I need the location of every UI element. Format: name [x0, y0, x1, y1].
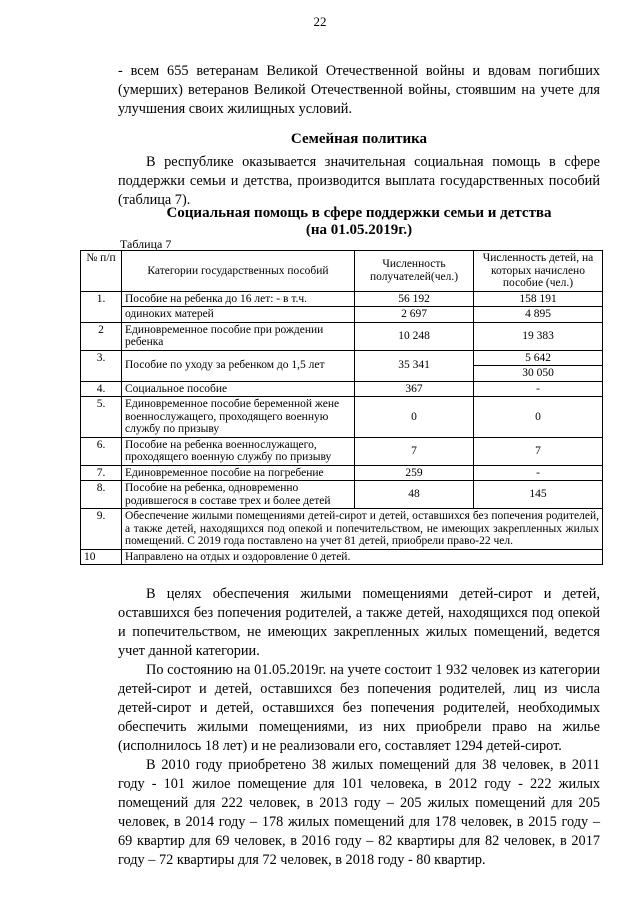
table-row: [81, 549, 603, 565]
row-num: 4.: [81, 381, 122, 397]
row-category: Пособие на ребенка до 16 лет: - в т.ч.: [122, 291, 355, 307]
row-recipients: 367: [355, 381, 474, 397]
table-header-row: [81, 251, 603, 292]
row-recipients: 48: [355, 481, 474, 509]
row-num: 8.: [81, 481, 122, 509]
row-num: 5.: [81, 397, 122, 438]
intro-paragraph: - всем 655 ветеранам Великой Отечественной войны и вдовам погибших (умерших) ветеранов Великой Отечественной войны, стоявшим на учете для улучшения своих жилищных условий.: [118, 63, 600, 117]
row-recipients: 35 341: [355, 350, 474, 381]
benefits-table: [80, 250, 603, 565]
header-category: Категории государственных пособий: [122, 251, 355, 292]
row-category: Социальное пособие: [122, 381, 355, 397]
row-children: -: [474, 465, 603, 481]
header-num: № п/п: [81, 251, 122, 292]
table-title-line2: (на 01.05.2019г.): [305, 222, 413, 238]
paragraph-after-table-3: В 2010 году приобретено 38 жилых помещений для 38 человек, в 2011 году - 101 жилое помещение для 101 человека, в 2012 году - 222 жилых помещений для 222 человек, в 2013 году – 205 жилых помещений для 205 человек, в 2014 году – 178 жилых помещений для 178 человек, в 2015 году – 69 квартир для 69 человек, в 2016 году – 82 квартиры для 82 человек, в 2017 году – 72 квартиры для 72 человек, в 2018 году - 80 квартир.: [118, 757, 600, 868]
paragraph-after-table-2: По состоянию на 01.05.2019г. на учете состоит 1 932 человек из категории детей-сирот и детей, оставшихся без попечения родителей, лиц из числа детей-сирот и детей, оставшихся без попечения родителей, необходимых обеспечить жилыми помещениями, из них приобрели право на жилье (исполнилось 18 лет) и не реализовали его, составляет 1294 детей-сирот.: [118, 662, 600, 754]
row-category: Единовременное пособие при рождении ребенка: [122, 322, 355, 350]
row-wide-text: Обеспечение жилыми помещениями детей-сирот и детей, оставшихся без попечения родителей, а также детей, находящихся под опекой и попечительством, не имеющих закрепленных жилых помещений. С 2019 года поставлено на учет 81 детей, приобрели право-22 чел.: [122, 509, 603, 550]
table-row: [81, 437, 603, 465]
row-children: 19 383: [474, 322, 603, 350]
section-paragraph: В республике оказывается значительная социальная помощь в сфере поддержки семьи и детства, производится выплата государственных пособий (таблица 7).: [118, 154, 600, 208]
table-row: [81, 350, 603, 366]
row-num: 1.: [81, 291, 122, 322]
header-children: Численность детей, на которых начислено пособие (чел.): [474, 251, 603, 292]
row-category: Единовременное пособие на погребение: [122, 465, 355, 481]
row-num: 6.: [81, 437, 122, 465]
row-children: 30 050: [474, 366, 603, 382]
row-recipients: 259: [355, 465, 474, 481]
row-wide-text: Направлено на отдых и оздоровление 0 детей.: [122, 549, 603, 565]
row-num: 7.: [81, 465, 122, 481]
row-category: одиноких матерей: [122, 307, 355, 323]
table-row: [81, 465, 603, 481]
table-row: [81, 397, 603, 438]
row-children: 4 895: [474, 307, 603, 323]
row-category: Пособие на ребенка военнослужащего, проходящего военную службу по призыву: [122, 437, 355, 465]
row-recipients: 7: [355, 437, 474, 465]
row-children: 145: [474, 481, 603, 509]
table-row: [81, 509, 603, 550]
table-title-line1: Социальная помощь в сфере поддержки семьи и детства: [166, 205, 552, 221]
row-recipients: 2 697: [355, 307, 474, 323]
row-children: -: [474, 381, 603, 397]
row-category: Пособие на ребенка, одновременно родившегося в составе трех и более детей: [122, 481, 355, 509]
row-num: 9.: [81, 509, 122, 550]
row-recipients: 10 248: [355, 322, 474, 350]
row-category: Пособие по уходу за ребенком до 1,5 лет: [122, 350, 355, 381]
row-children: 5 642: [474, 350, 603, 366]
row-recipients: 56 192: [355, 291, 474, 307]
page-number: 22: [313, 14, 327, 29]
row-num: 2: [81, 322, 122, 350]
table-row: [81, 291, 603, 307]
row-children: 7: [474, 437, 603, 465]
row-children: 0: [474, 397, 603, 438]
table-row: [81, 307, 603, 323]
row-recipients: 0: [355, 397, 474, 438]
row-children: 158 191: [474, 291, 603, 307]
table-row: [81, 322, 603, 350]
paragraph-after-table-1: В целях обеспечения жилыми помещениями детей-сирот и детей, оставшихся без попечения родителей, а также детей, находящихся под опекой и попечительством, не имеющих закрепленных жилых помещений, ведется учет данной категории.: [118, 586, 600, 659]
row-num: 10: [81, 549, 122, 565]
header-recipients: Численность получателей(чел.): [355, 251, 474, 292]
table-row: [81, 381, 603, 397]
row-category: Единовременное пособие беременной жене военнослужащего, проходящего военную службу по призыву: [122, 397, 355, 438]
table-caption: Таблица 7: [120, 237, 172, 251]
row-num: 3.: [81, 350, 122, 381]
section-title: Семейная политика: [290, 131, 428, 147]
table-row: [81, 481, 603, 509]
